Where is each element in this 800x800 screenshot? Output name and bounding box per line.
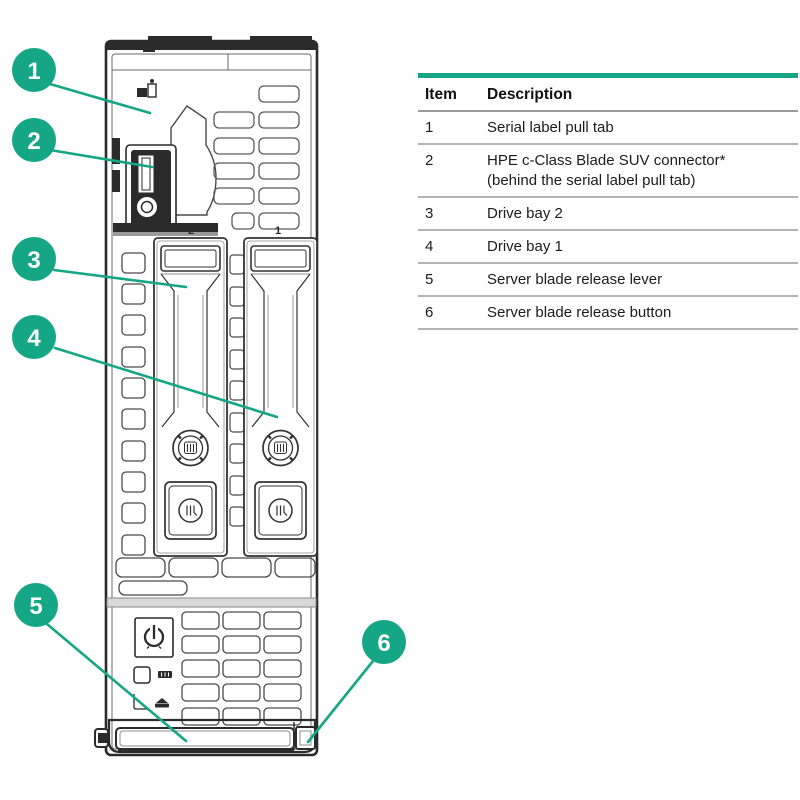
item-description: Drive bay 1 — [487, 230, 798, 263]
bezel-divider — [107, 598, 316, 607]
table-row — [418, 296, 798, 329]
drive-bay-1 — [244, 238, 317, 556]
callout-1 — [12, 48, 56, 92]
table-row — [418, 197, 798, 230]
drive-bay-2-lock-dial — [173, 431, 208, 466]
item-number: 5 — [418, 263, 487, 296]
callout-2-number: 2 — [27, 128, 41, 155]
callout-6 — [362, 620, 406, 664]
item-number: 2 — [418, 144, 487, 197]
table-row — [418, 263, 798, 296]
item-description-table — [418, 78, 798, 330]
item-description — [487, 144, 798, 197]
callout-3 — [12, 237, 56, 281]
header-item: Item — [418, 78, 487, 111]
item-description-table-container — [418, 73, 798, 330]
nic-status-icon — [158, 671, 172, 678]
drive-bay-1-label: 1 — [274, 225, 282, 237]
item-description: Server blade release button — [487, 296, 798, 329]
callout-6-number: 6 — [377, 630, 391, 657]
item-description: Server blade release lever — [487, 263, 798, 296]
description-line-2: (behind the serial label pull tab) — [487, 172, 696, 189]
item-number: 3 — [418, 197, 487, 230]
table-header-row — [418, 78, 798, 111]
callout-4 — [12, 315, 56, 359]
header-description: Description — [487, 78, 798, 111]
table-row — [418, 111, 798, 144]
callout-1-number: 1 — [27, 58, 41, 85]
description-line-1: HPE c-Class Blade SUV connector* — [487, 152, 726, 169]
table-row — [418, 144, 798, 197]
release-lever — [116, 728, 294, 749]
callout-4-number: 4 — [27, 325, 41, 352]
callout-3-number: 3 — [27, 247, 41, 274]
item-number: 1 — [418, 111, 487, 144]
item-number: 6 — [418, 296, 487, 329]
callout-2 — [12, 118, 56, 162]
item-number: 4 — [418, 230, 487, 263]
chassis-hook — [95, 729, 108, 747]
drive-bay-2-label: 2 — [187, 225, 195, 237]
callout-5 — [14, 583, 58, 627]
table-row — [418, 230, 798, 263]
drive-bay-1-lock-dial — [263, 431, 298, 466]
item-description: Serial label pull tab — [487, 111, 798, 144]
callout-5-number: 5 — [29, 593, 43, 620]
item-description: Drive bay 2 — [487, 197, 798, 230]
